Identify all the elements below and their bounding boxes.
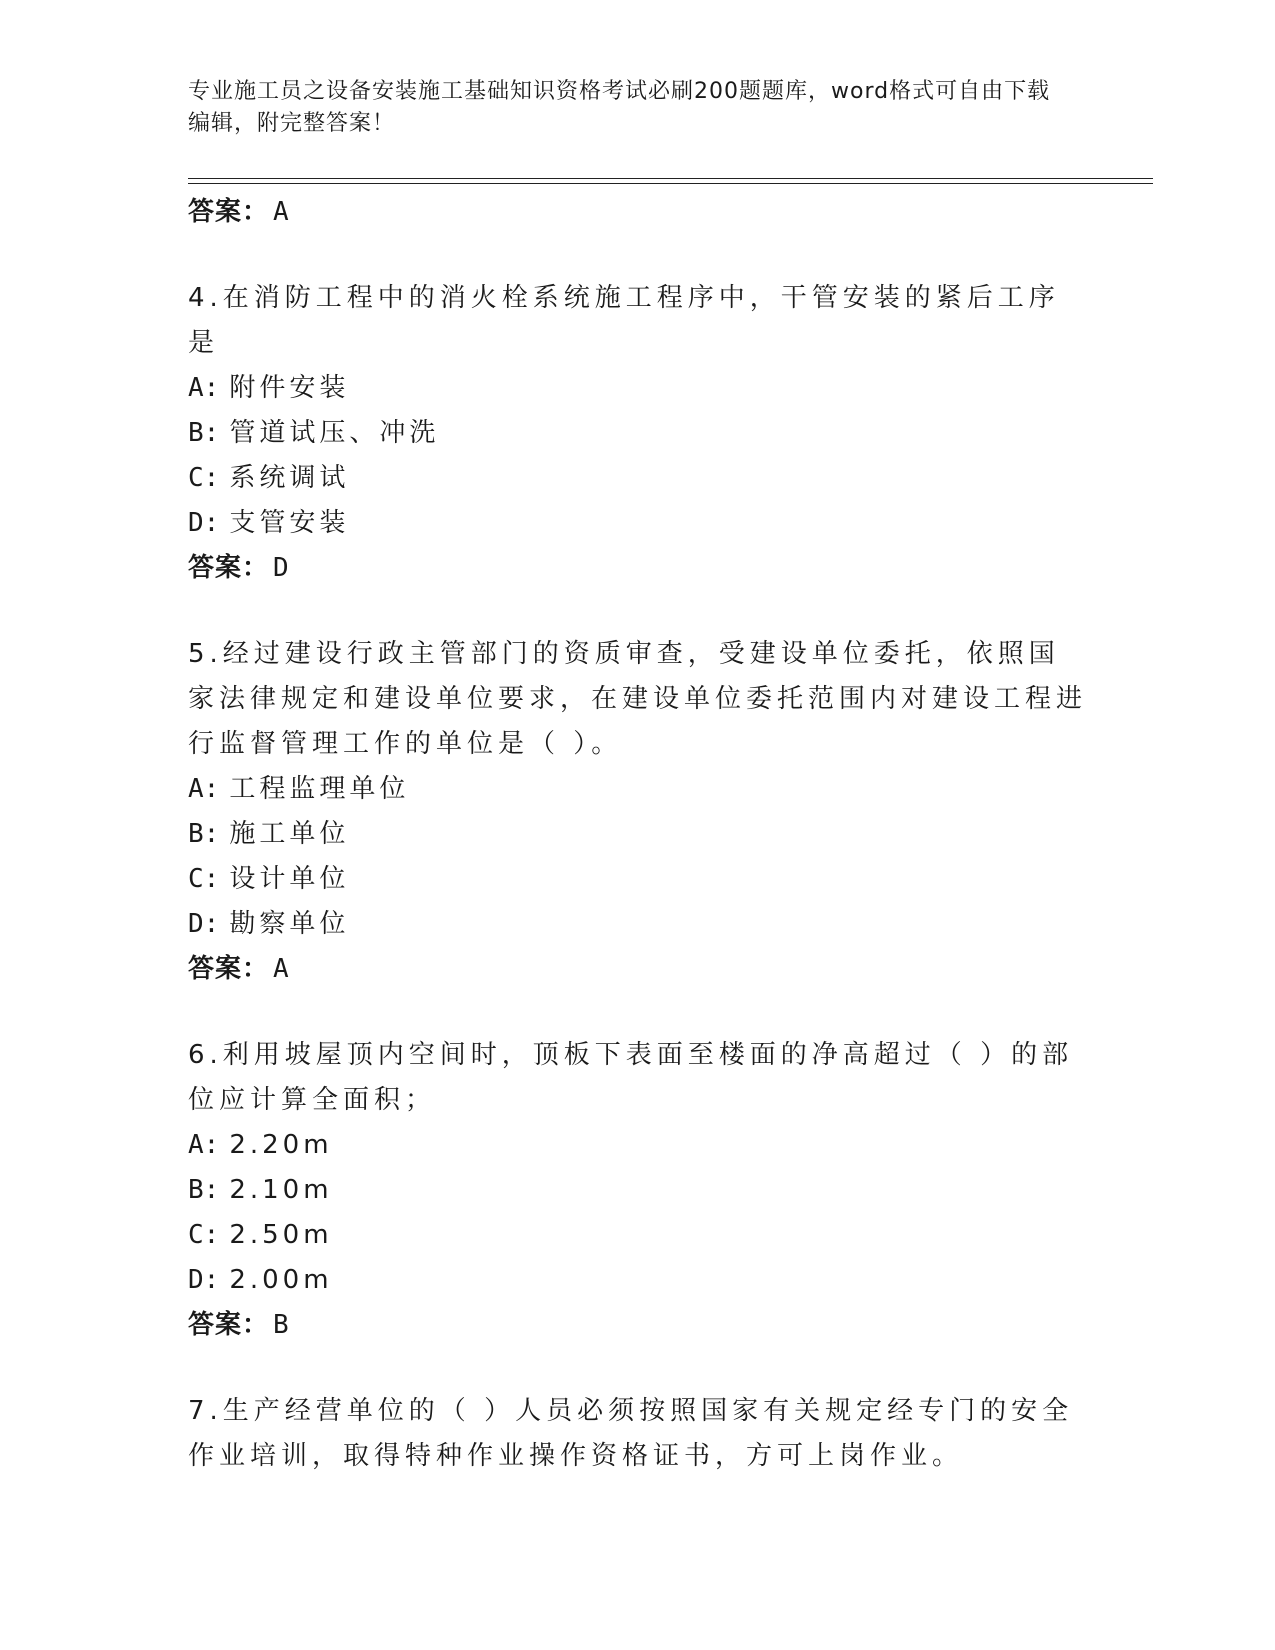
- option-key: B:: [188, 819, 220, 849]
- spacer: [188, 991, 1088, 1033]
- option-a: [188, 366, 1088, 411]
- option-text: 管道试压、冲洗: [229, 418, 440, 448]
- answer-label: 答案：: [188, 197, 270, 227]
- question-stem: 5.经过建设行政主管部门的资质审查，受建设单位委托，依照国家法律规定和建设单位要求，在建设单位委托范围内对建设工程进行监督管理工作的单位是（ ）。: [188, 639, 1088, 759]
- option-text: 2.50m: [229, 1220, 333, 1250]
- option-key: C:: [188, 463, 220, 493]
- option-text: 2.00m: [229, 1265, 333, 1295]
- option-c: [188, 456, 1088, 501]
- option-text: 附件安装: [229, 373, 350, 403]
- option-a: [188, 1123, 1088, 1168]
- option-b: [188, 411, 1088, 456]
- spacer: [188, 1347, 1088, 1389]
- answer-value: B: [273, 1310, 290, 1340]
- question-stem: 4.在消防工程中的消火栓系统施工程序中，干管安装的紧后工序是: [188, 283, 1060, 358]
- option-key: A:: [188, 774, 220, 804]
- question-stem: 6.利用坡屋顶内空间时，顶板下表面至楼面的净高超过（ ）的部位应计算全面积；: [188, 1040, 1074, 1115]
- option-text: 支管安装: [229, 508, 350, 538]
- option-key: C:: [188, 1220, 220, 1250]
- option-key: D:: [188, 508, 220, 538]
- answer-line: [188, 947, 1088, 991]
- option-c: [188, 1213, 1088, 1258]
- option-text: 工程监理单位: [229, 774, 410, 804]
- option-key: A:: [188, 373, 220, 403]
- question-block: [188, 276, 1088, 590]
- question-list: [188, 190, 1088, 1479]
- option-key: D:: [188, 1265, 220, 1295]
- question-block: [188, 1033, 1088, 1347]
- option-text: 系统调试: [229, 463, 350, 493]
- option-c: [188, 857, 1088, 902]
- header-divider-top: [188, 178, 1153, 179]
- option-text: 勘察单位: [229, 909, 350, 939]
- answer-value: D: [273, 553, 290, 583]
- answer-line: [188, 190, 1088, 234]
- answer-value: A: [273, 954, 290, 984]
- option-key: D:: [188, 909, 220, 939]
- option-d: [188, 902, 1088, 947]
- answer-value: A: [273, 197, 290, 227]
- answer-line: [188, 1303, 1088, 1347]
- spacer: [188, 234, 1088, 276]
- page-header-title: 专业施工员之设备安装施工基础知识资格考试必刷200题题库，word格式可自由下载编辑，附完整答案！: [188, 79, 1051, 136]
- question-stem: 7.生产经营单位的（ ）人员必须按照国家有关规定经专门的安全作业培训，取得特种作业操作资格证书，方可上岗作业。: [188, 1396, 1074, 1471]
- option-text: 施工单位: [229, 819, 350, 849]
- option-text: 2.10m: [229, 1175, 333, 1205]
- option-key: B:: [188, 1175, 220, 1205]
- option-text: 2.20m: [229, 1130, 333, 1160]
- option-b: [188, 812, 1088, 857]
- option-d: [188, 1258, 1088, 1303]
- header-divider-bottom: [188, 183, 1153, 184]
- option-b: [188, 1168, 1088, 1213]
- answer-line: [188, 546, 1088, 590]
- question-block: [188, 632, 1088, 991]
- option-key: C:: [188, 864, 220, 894]
- answer-label: 答案：: [188, 1310, 270, 1340]
- spacer: [188, 590, 1088, 632]
- option-a: [188, 767, 1088, 812]
- answer-label: 答案：: [188, 954, 270, 984]
- option-text: 设计单位: [229, 864, 350, 894]
- question-block: [188, 1389, 1088, 1479]
- option-key: A:: [188, 1130, 220, 1160]
- answer-label: 答案：: [188, 553, 270, 583]
- option-key: B:: [188, 418, 220, 448]
- option-d: [188, 501, 1088, 546]
